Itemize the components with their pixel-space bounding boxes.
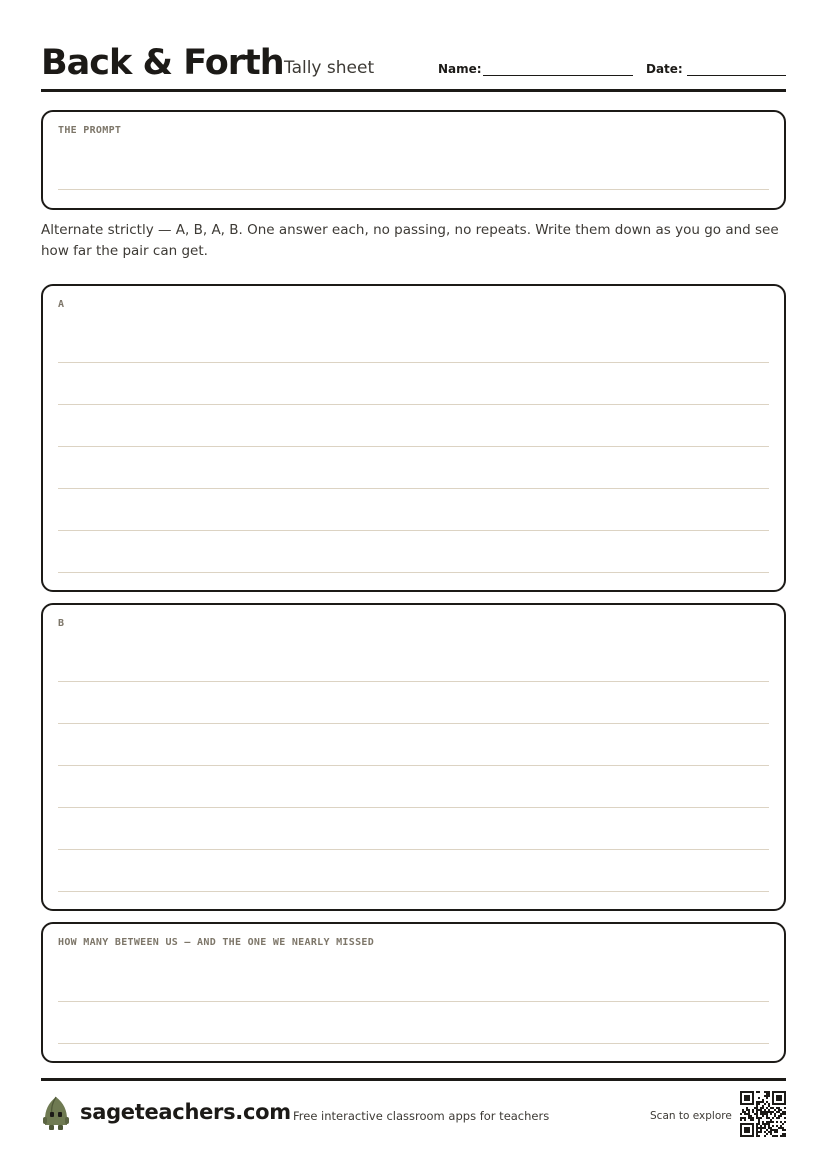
brand-name: sageteachers.com xyxy=(80,1100,291,1124)
date-label: Date: xyxy=(646,62,683,76)
writing-line[interactable] xyxy=(58,446,769,447)
page-title: Back & Forth xyxy=(41,43,284,83)
writing-line[interactable] xyxy=(58,189,769,190)
writing-line[interactable] xyxy=(58,765,769,766)
writing-line[interactable] xyxy=(58,807,769,808)
summary-box xyxy=(41,922,786,1063)
writing-line[interactable] xyxy=(58,681,769,682)
answer-box-a xyxy=(41,284,786,592)
scan-label: Scan to explore xyxy=(650,1110,732,1122)
writing-line[interactable] xyxy=(58,572,769,573)
writing-line[interactable] xyxy=(58,488,769,489)
prompt-box-label: THE PROMPT xyxy=(58,125,122,136)
writing-line[interactable] xyxy=(58,404,769,405)
writing-line[interactable] xyxy=(58,1043,769,1044)
answer-box-b xyxy=(41,603,786,911)
answer-box-a-label: A xyxy=(58,299,65,310)
footer-divider xyxy=(41,1078,786,1081)
answer-box-b-label: B xyxy=(58,618,65,629)
qr-code-icon[interactable] xyxy=(740,1091,786,1137)
sage-mascot-icon xyxy=(41,1095,71,1131)
writing-line[interactable] xyxy=(58,1001,769,1002)
writing-line[interactable] xyxy=(58,723,769,724)
writing-line[interactable] xyxy=(58,362,769,363)
footer-tagline: Free interactive classroom apps for teachers xyxy=(293,1109,550,1123)
instructions-text: Alternate strictly — A, B, A, B. One answer each, no passing, no repeats. Write them down as you go and see how far the pair can get. xyxy=(41,222,779,259)
summary-box-label: HOW MANY BETWEEN US — AND THE ONE WE NEARLY MISSED xyxy=(58,937,375,948)
prompt-box xyxy=(41,110,786,210)
name-label: Name: xyxy=(438,62,482,76)
page-header xyxy=(41,40,786,92)
date-field[interactable] xyxy=(687,75,786,76)
name-field[interactable] xyxy=(483,75,633,76)
writing-line[interactable] xyxy=(58,530,769,531)
page-subtitle: Tally sheet xyxy=(284,58,375,78)
writing-line[interactable] xyxy=(58,849,769,850)
writing-line[interactable] xyxy=(58,891,769,892)
